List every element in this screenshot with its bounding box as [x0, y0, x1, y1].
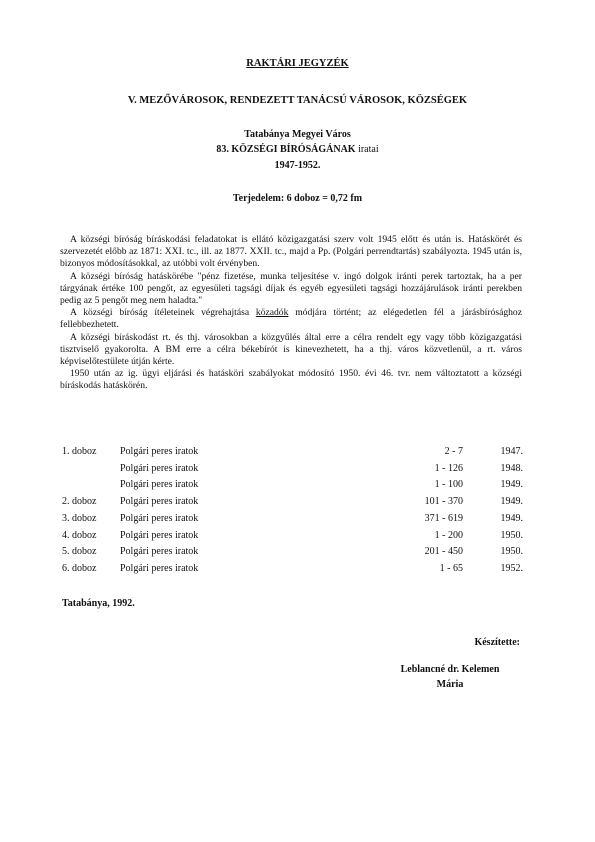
record-type: Polgári peres iratok — [120, 563, 199, 574]
description-body — [60, 234, 522, 393]
table-row — [0, 496, 595, 510]
record-type: Polgári peres iratok — [120, 496, 199, 507]
box-number: 1. doboz — [62, 446, 97, 457]
item-range: 371 - 619 — [424, 513, 463, 524]
record-year: 1952. — [500, 563, 523, 574]
paragraph-3 — [60, 307, 522, 331]
place-date: Tatabánya, 1992. — [62, 598, 135, 609]
record-year: 1947. — [500, 446, 523, 457]
prepared-by-label: Készítette: — [474, 637, 520, 648]
document-title: RAKTÁRI JEGYZÉK — [246, 58, 349, 69]
paragraph-3-underlined: közadók — [255, 307, 289, 319]
paragraph-1: A községi bíróság bíráskodási feladatokat is ellátó közigazgatási szerv volt 1945 előtt és után is. Hatáskörét és szervezetét előbb az 1871: XXI. tc., ill. az 1877. XXII. tc., majd a Pp. (Polgári perrendtartás) szabályozta. 1945 után is, bizonyos módosításokkal, az utóbbi volt érvényben. — [60, 234, 522, 270]
fond-title — [0, 144, 595, 155]
fond-title-main: 83. KÖZSÉGI BÍRÓSÁGÁNAK — [216, 144, 359, 155]
paragraph-5: 1950 után az ig. ügyi eljárási és hatásköri szabályokat módosító 1950. évi 46. tvr. nem változtatott a községi bíráskodás hatáskörén. — [60, 368, 522, 392]
table-row — [0, 479, 595, 493]
item-range: 2 - 7 — [444, 446, 463, 457]
fond-years: 1947-1952. — [274, 160, 321, 171]
record-type: Polgári peres iratok — [120, 546, 199, 557]
table-row — [0, 546, 595, 560]
item-range: 101 - 370 — [424, 496, 463, 507]
author-name: Leblancné dr. Kelemen — [400, 664, 500, 675]
record-year: 1948. — [500, 463, 523, 474]
category-heading: V. MEZŐVÁROSOK, RENDEZETT TANÁCSÚ VÁROSOK, KÖZSÉGEK — [127, 95, 468, 106]
record-type: Polgári peres iratok — [120, 446, 199, 457]
box-number: 3. doboz — [62, 513, 97, 524]
box-number: 4. doboz — [62, 530, 97, 541]
item-range: 201 - 450 — [424, 546, 463, 557]
table-row — [0, 563, 595, 577]
author-name-cont: Mária — [436, 679, 464, 690]
record-type: Polgári peres iratok — [120, 513, 199, 524]
city-name: Tatabánya Megyei Város — [244, 129, 351, 140]
table-row — [0, 446, 595, 460]
paragraph-3-a: A községi bíróság ítéleteinek végrehajtása — [70, 307, 256, 319]
fond-title-suffix: iratai — [358, 144, 379, 155]
record-year: 1949. — [500, 496, 523, 507]
record-type: Polgári peres iratok — [120, 479, 199, 490]
record-type: Polgári peres iratok — [120, 463, 199, 474]
table-row — [0, 530, 595, 544]
table-row — [0, 463, 595, 477]
box-number: 5. doboz — [62, 546, 97, 557]
record-year: 1949. — [500, 479, 523, 490]
item-range: 1 - 65 — [439, 563, 463, 574]
paragraph-4: A községi bíráskodást rt. és thj. városokban a közgyűlés által erre a célra rendelt egy vagy több közigazgatási tisztviselő gyakorolta. A BM erre a célra békebírót is kinevezhetett, ha a thj. város közvetlenül, a rt. város képviselőtestülete útján kérte. — [60, 331, 522, 368]
item-range: 1 - 100 — [434, 479, 463, 490]
record-year: 1950. — [500, 546, 523, 557]
extent: Terjedelem: 6 doboz = 0,72 fm — [232, 193, 363, 204]
item-range: 1 - 126 — [434, 463, 463, 474]
box-number: 2. doboz — [62, 496, 97, 507]
paragraph-3-b: módjára történt; az elégedetlen fél a járásbírósághoz fellebbezhetett. — [60, 307, 522, 331]
item-range: 1 - 200 — [434, 530, 463, 541]
box-number: 6. doboz — [62, 563, 97, 574]
paragraph-2: A községi bíróság hatáskörébe "pénz fizetése, munka teljesítése v. ingó dolgok iránti perek tartoztak, ha a per tárgyának értéke 100 pengőt, az egyesületi tagsági díjak és egyéb egyesületi tagsági hozzájárulások iránti perekben pedig az 5 pengőt meg nem haladta." — [60, 270, 522, 307]
record-year: 1950. — [500, 530, 523, 541]
table-row — [0, 513, 595, 527]
record-year: 1949. — [500, 513, 523, 524]
record-type: Polgári peres iratok — [120, 530, 199, 541]
